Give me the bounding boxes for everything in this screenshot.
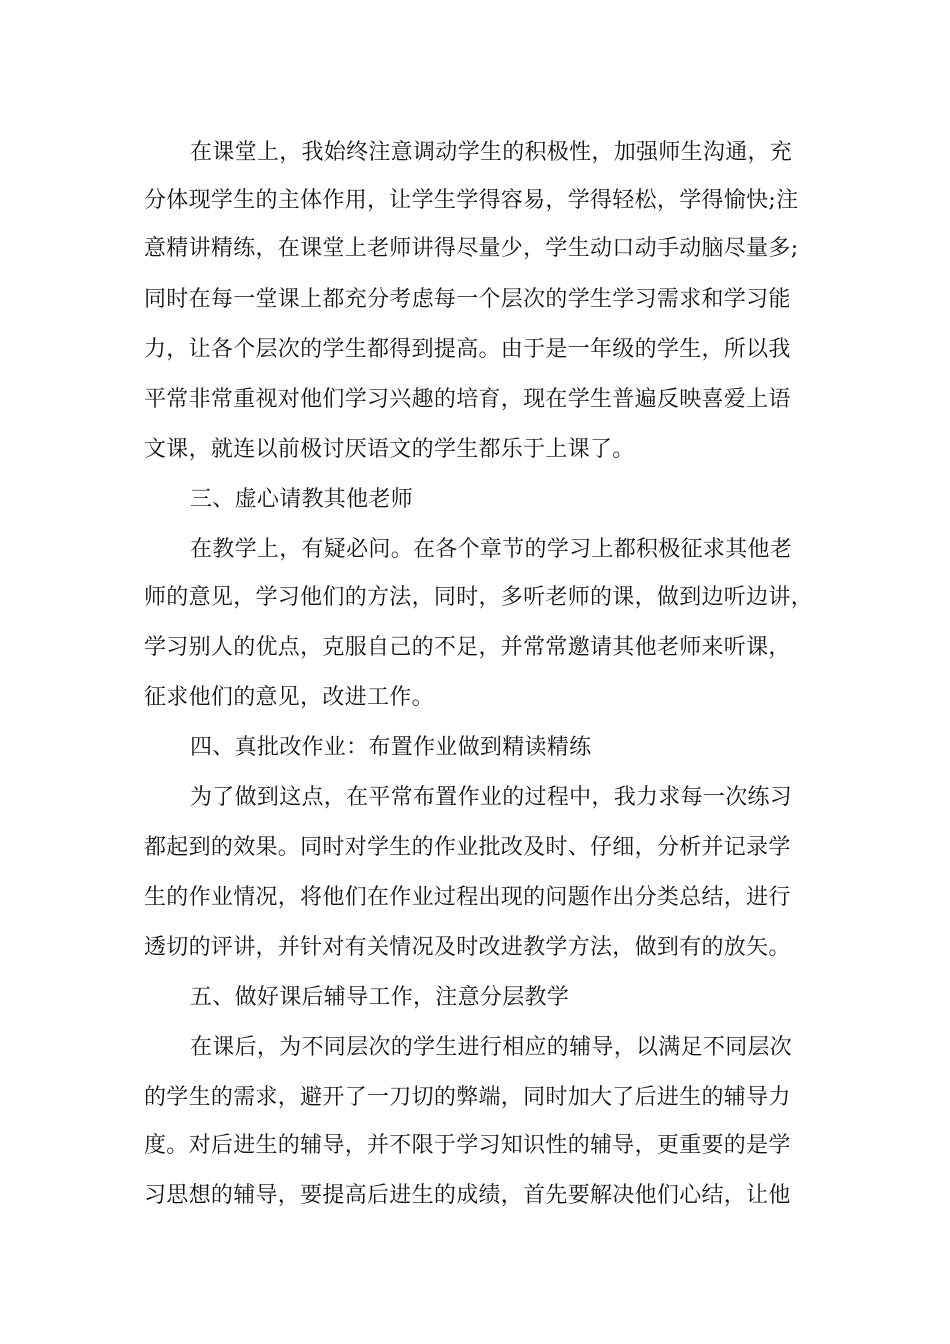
paragraph-line: 习思想的辅导，要提高后进生的成绩，首先要解决他们心结，让他 <box>144 1183 791 1208</box>
paragraph-line: 的学生的需求，避开了一刀切的弊端，同时加大了后进生的辅导力 <box>144 1085 791 1110</box>
paragraph-line: 生的作业情况，将他们在作业过程出现的问题作出分类总结，进行 <box>144 885 791 910</box>
paragraph-line: 为了做到这点，在平常布置作业的过程中，我力求每一次练习 <box>190 785 793 810</box>
paragraph-line: 意精讲精练，在课堂上老师讲得尽量少，学生动口动手动脑尽量多; <box>144 236 799 261</box>
paragraph-line: 平常非常重视对他们学习兴趣的培育，现在学生普遍反映喜爱上语 <box>144 387 791 412</box>
section-heading: 四、真批改作业：布置作业做到精读精练 <box>190 735 592 760</box>
paragraph-line: 分体现学生的主体作用，让学生学得容易，学得轻松，学得愉快;注 <box>144 188 799 213</box>
paragraph-line: 力，让各个层次的学生都得到提高。由于是一年级的学生，所以我 <box>144 337 791 362</box>
paragraph-line: 在课堂上，我始终注意调动学生的积极性，加强师生沟通，充 <box>190 140 793 165</box>
paragraph-line: 文课，就连以前极讨厌语文的学生都乐于上课了。 <box>144 437 635 462</box>
paragraph-line: 都起到的效果。同时对学生的作业批改及时、仔细，分析并记录学 <box>144 835 791 860</box>
paragraph-line: 度。对后进生的辅导，并不限于学习知识性的辅导，更重要的是学 <box>144 1133 791 1158</box>
section-heading: 三、虚心请教其他老师 <box>190 487 414 512</box>
paragraph-line: 学习别人的优点，克服自己的不足，并常常邀请其他老师来听课， <box>144 635 791 660</box>
section-heading: 五、做好课后辅导工作，注意分层教学 <box>190 985 570 1010</box>
paragraph-line: 透切的评讲，并针对有关情况及时改进教学方法，做到有的放矢。 <box>144 935 791 960</box>
paragraph-line: 征求他们的意见，改进工作。 <box>144 685 434 710</box>
paragraph-line: 在教学上，有疑必问。在各个章节的学习上都积极征求其他老 <box>190 537 793 562</box>
paragraph-line: 在课后，为不同层次的学生进行相应的辅导，以满足不同层次 <box>190 1035 793 1060</box>
paragraph-line: 同时在每一堂课上都充分考虑每一个层次的学生学习需求和学习能 <box>144 287 791 312</box>
paragraph-line: 师的意见，学习他们的方法，同时，多听老师的课，做到边听边讲， <box>144 585 814 610</box>
